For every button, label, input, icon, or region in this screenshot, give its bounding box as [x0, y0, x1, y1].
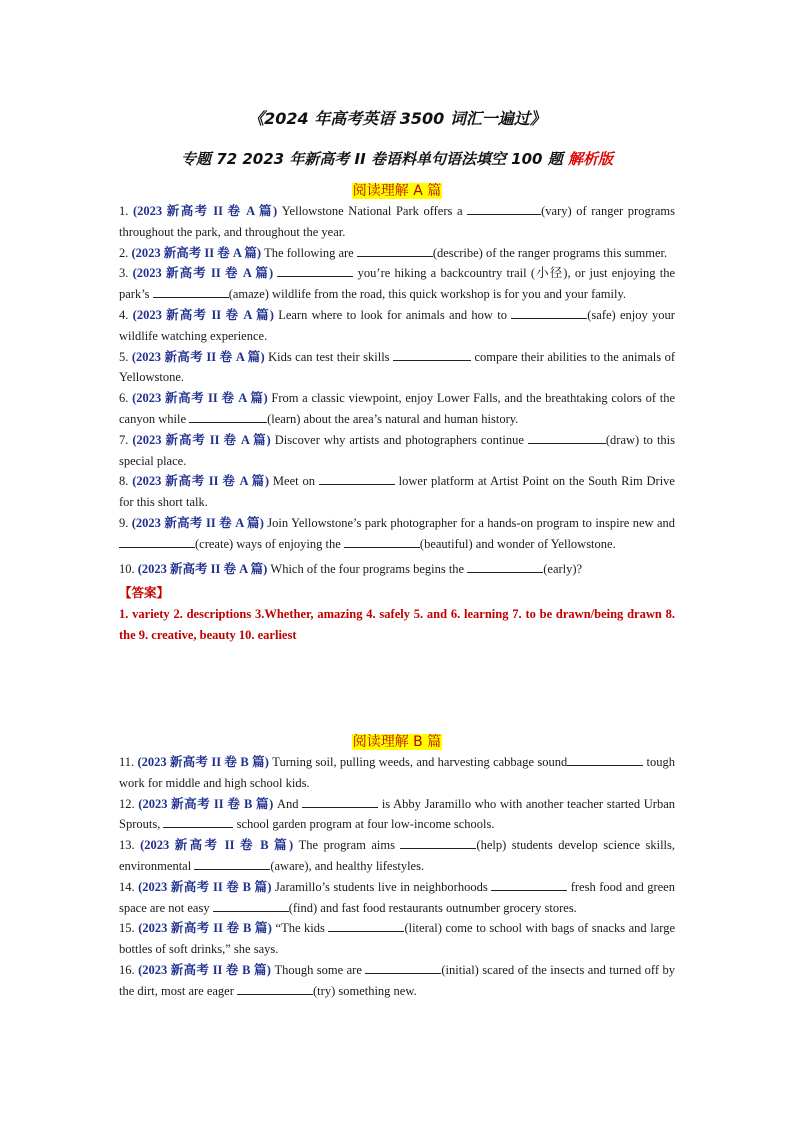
question-text: Meet on	[269, 474, 319, 489]
question-text: Jaramillo’s students live in neighborhoods	[271, 879, 492, 894]
answer-blank[interactable]	[365, 961, 441, 974]
answer-blank[interactable]	[189, 410, 267, 423]
question-source-tag: (2023 新高考 II 卷 A 篇)	[132, 432, 271, 447]
question-text: (create) ways of enjoying the	[195, 536, 344, 551]
question-text: (beautiful) and wonder of Yellowstone.	[419, 536, 616, 551]
question-item	[119, 347, 675, 389]
section-heading-a-label: 阅读理解 A 篇	[352, 183, 442, 199]
question-text: (draw) to this special place.	[119, 432, 675, 468]
question-number: 1.	[119, 204, 129, 218]
question-text: you’re hiking a backcountry trail (小径), or just enjoying the park’s	[119, 266, 676, 302]
question-text: is Abby Jaramillo who with another teacher started Urban Sprouts,	[119, 796, 675, 832]
question-text: Kids can test their skills	[264, 349, 394, 364]
question-item	[119, 559, 675, 580]
question-number: 3.	[119, 266, 129, 281]
answer-blank[interactable]	[302, 795, 378, 808]
question-number: 16.	[119, 962, 135, 977]
answer-blank[interactable]	[319, 472, 395, 485]
question-item	[119, 243, 675, 264]
answer-blank[interactable]	[393, 348, 471, 361]
question-source-tag: (2023 新高考 II 卷 B 篇)	[137, 755, 269, 769]
question-text: (safe) enjoy your wildlife watching experience.	[119, 307, 675, 343]
question-source-tag: (2023 新高考 II 卷 A 篇)	[132, 266, 274, 281]
question-item	[119, 835, 675, 877]
question-item	[119, 388, 675, 430]
question-text: And	[273, 796, 303, 811]
section-heading-a	[0, 180, 794, 200]
document-subtitle	[0, 148, 794, 169]
question-number: 13.	[119, 838, 135, 853]
question-text: lower platform at Artist Point on the South Rim Drive for this short talk.	[119, 474, 675, 510]
question-number: 6.	[119, 391, 129, 406]
question-text: Turning soil, pulling weeds, and harvesting cabbage sound	[268, 755, 568, 769]
answer-blank[interactable]	[163, 815, 233, 828]
answer-label: 【答案】	[119, 586, 170, 601]
answer-blank[interactable]	[400, 836, 476, 849]
question-source-tag: (2023 新高考 II 卷 A 篇)	[131, 515, 264, 530]
question-text: Though some are	[270, 962, 366, 977]
question-source-tag: (2023 新高考 II 卷 A 篇)	[132, 391, 268, 406]
question-source-tag: (2023 新高考 II 卷 A 篇)	[132, 307, 274, 322]
question-source-tag: (2023 新高考 II 卷 B 篇)	[138, 796, 274, 811]
question-text: fresh food and green space are not easy	[119, 879, 675, 915]
document-title: 《2024 年高考英语 3500 词汇一遍过》	[248, 109, 546, 128]
answer-blank[interactable]	[328, 919, 404, 932]
section-heading-b	[0, 731, 794, 751]
answer-blank[interactable]	[277, 264, 353, 277]
question-source-tag: (2023 新高考 II 卷 A 篇)	[132, 204, 278, 218]
question-text: Which of the four programs begins the	[267, 561, 468, 576]
answer-blank[interactable]	[344, 535, 420, 548]
question-text: (try) something new.	[313, 983, 417, 998]
answer-blank[interactable]	[237, 982, 313, 995]
question-source-tag: (2023 新高考 II 卷 A 篇)	[131, 245, 262, 260]
question-item	[119, 794, 675, 836]
question-text: From a classic viewpoint, enjoy Lower Falls, and the breathtaking colors of the canyon while	[119, 391, 675, 426]
question-text: (initial) scared of the insects and turned off by the dirt, most are eager	[119, 962, 675, 998]
question-number: 9.	[119, 515, 129, 530]
question-source-tag: (2023 新高考 II 卷 A 篇)	[132, 474, 270, 489]
question-source-tag: (2023 新高考 II 卷 B 篇)	[140, 838, 294, 853]
question-item	[119, 752, 675, 794]
question-item	[119, 513, 675, 555]
question-text: (amaze) wildlife from the road, this quick workshop is for you and your family.	[228, 287, 627, 302]
question-item	[119, 263, 675, 305]
subtitle-main: 专题 72 2023 年新高考 II 卷语料单句语法填空 100 题	[181, 150, 563, 168]
question-item	[119, 960, 675, 1002]
question-number: 5.	[119, 349, 129, 364]
question-text: Yellowstone National Park offers a	[277, 204, 468, 218]
question-text: “The kids	[271, 921, 329, 936]
answer-blank[interactable]	[511, 306, 587, 319]
question-number: 2.	[119, 245, 129, 260]
question-text: The program aims	[293, 838, 401, 853]
question-text: school garden program at four low-income schools.	[233, 817, 495, 832]
answer-blank[interactable]	[213, 899, 289, 912]
question-source-tag: (2023 新高考 II 卷 B 篇)	[138, 879, 272, 894]
question-text: tough work for middle and high school kids.	[119, 755, 675, 790]
question-text: compare their abilities to the animals of Yellowstone.	[119, 349, 675, 385]
question-source-tag: (2023 新高考 II 卷 A 篇)	[137, 561, 268, 576]
question-text: (aware), and healthy lifestyles.	[270, 858, 425, 873]
question-item	[119, 918, 675, 960]
question-text: (describe) of the ranger programs this summer.	[432, 245, 668, 260]
subtitle-version-label: 解析版	[567, 150, 613, 168]
question-number: 7.	[119, 432, 129, 447]
questions-a-list	[119, 201, 675, 646]
question-item	[119, 305, 675, 347]
question-number: 12.	[119, 796, 135, 811]
question-text: (find) and fast food restaurants outnumber grocery stores.	[288, 900, 577, 915]
answer-blank[interactable]	[528, 431, 606, 444]
answer-blank[interactable]	[119, 535, 195, 548]
answer-blank[interactable]	[153, 285, 229, 298]
question-number: 8.	[119, 474, 129, 489]
question-number: 10.	[119, 561, 135, 576]
answer-blank[interactable]	[194, 857, 270, 870]
answer-key: 1. variety 2. descriptions 3.Whether, amazing 4. safely 5. and 6. learning 7. to be drawn/being drawn 8. the 9. creative, beauty 10. earliest	[119, 607, 675, 642]
question-number: 14.	[119, 879, 135, 894]
question-number: 15.	[119, 921, 135, 936]
question-text: Join Yellowstone’s park photographer for a hands-on program to inspire new and	[263, 515, 675, 530]
question-item	[119, 471, 675, 513]
question-number: 4.	[119, 307, 129, 322]
answer-blank[interactable]	[491, 878, 567, 891]
question-text: Discover why artists and photographers continue	[270, 432, 528, 447]
question-source-tag: (2023 新高考 II 卷 A 篇)	[131, 349, 265, 364]
answer-blank[interactable]	[357, 244, 433, 257]
question-text: (early)?	[543, 561, 583, 576]
question-item	[119, 430, 675, 472]
question-text: (vary) of ranger programs throughout the park, and throughout the year.	[119, 204, 675, 239]
answer-blank[interactable]	[467, 202, 541, 215]
question-text: (learn) about the area’s natural and human history.	[267, 411, 519, 426]
questions-b-list	[119, 752, 675, 1002]
question-item	[119, 201, 675, 243]
section-heading-b-label: 阅读理解 B 篇	[352, 734, 442, 750]
answer-blank[interactable]	[567, 753, 643, 766]
question-text: Learn where to look for animals and how to	[273, 307, 512, 322]
question-text: (help) students develop science skills, environmental	[119, 838, 676, 873]
question-text: (literal) come to school with bags of snacks and large bottles of soft drinks,” she says.	[119, 921, 675, 957]
answer-blank[interactable]	[467, 560, 543, 573]
question-text: The following are	[261, 245, 357, 260]
question-item	[119, 877, 675, 919]
question-source-tag: (2023 新高考 II 卷 B 篇)	[138, 962, 271, 977]
question-number: 11.	[119, 755, 135, 769]
question-source-tag: (2023 新高考 II 卷 B 篇)	[138, 921, 272, 936]
